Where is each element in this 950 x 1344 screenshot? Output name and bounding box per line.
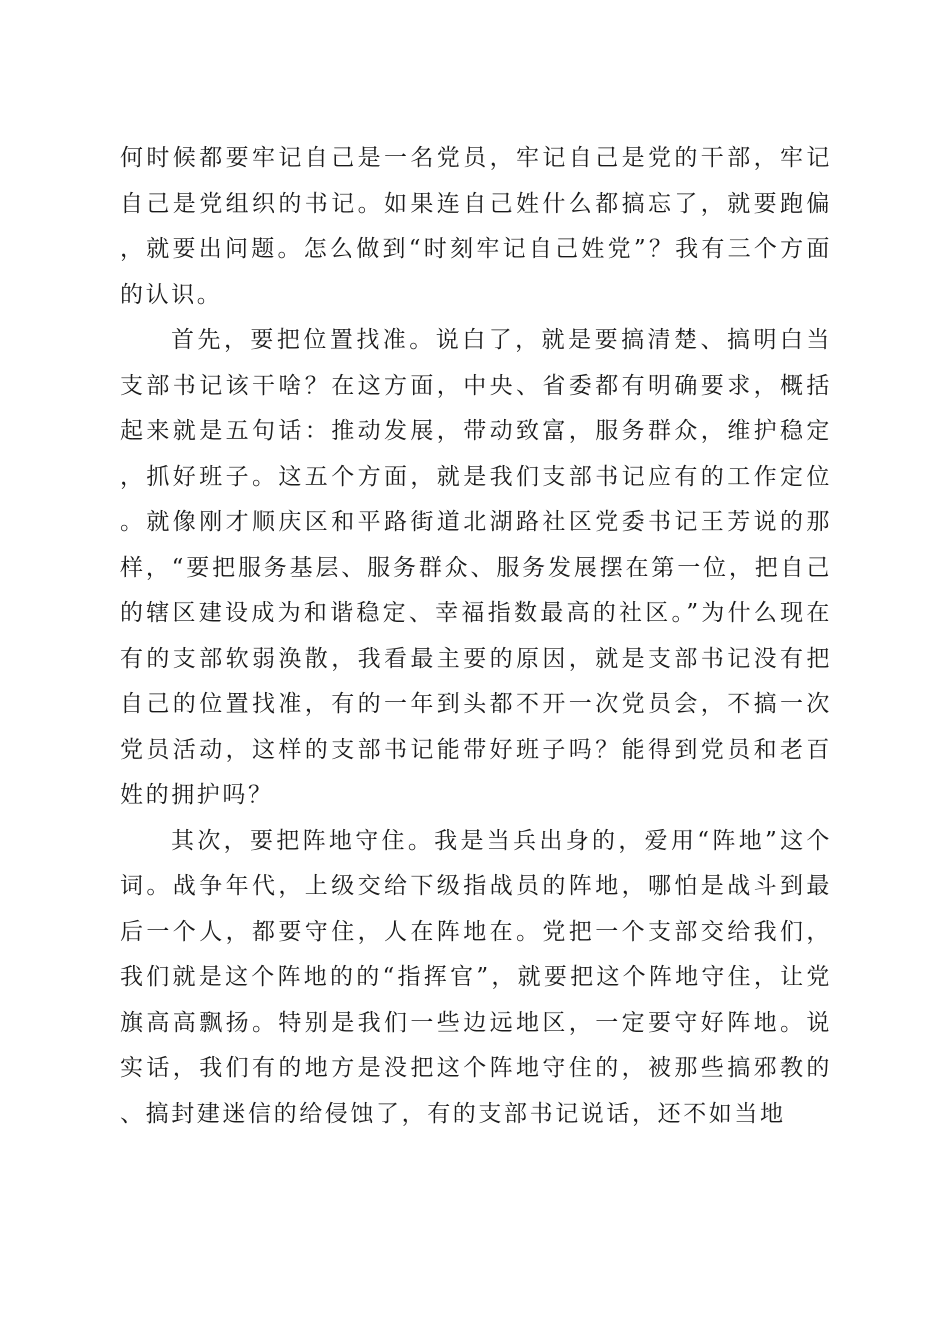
paragraph-3: 其次，要把阵地守住。我是当兵出身的，爱用“阵地”这个词。战争年代，上级交给下级指战员的阵地，哪怕是战斗到最后一个人，都要守住，人在阵地在。党把一个支部交给我们，我们就是这个阵地的的“指挥官”，就要把这个阵地守住，让党旗高高飘扬。特别是我们一些边远地区，一定要守好阵地。说实话，我们有的地方是没把这个阵地守住的，被那些搞邪教的、搞封建迷信的给侵蚀了，有的支部书记说话，还不如当地 bbox=[120, 827, 832, 1127]
paragraph-1: 何时候都要牢记自己是一名党员，牢记自己是党的干部，牢记自己是党组织的书记。如果连自己姓什么都搞忘了，就要跑偏，就要出问题。怎么做到“时刻牢记自己姓党”？我有三个方面的认识。 bbox=[120, 145, 832, 308]
paragraph-2: 首先，要把位置找准。说白了，就是要搞清楚、搞明白当支部书记该干啥？在这方面，中央、省委都有明确要求，概括起来就是五句话：推动发展，带动致富，服务群众，维护稳定，抓好班子。这五个方面，就是我们支部书记应有的工作定位。就像刚才顺庆区和平路街道北湖路社区党委书记王芳说的那样，“要把服务基层、服务群众、服务发展摆在第一位，把自己的辖区建设成为和谐稳定、幸福指数最高的社区。”为什么现在有的支部软弱涣散，我看最主要的原因，就是支部书记没有把自己的位置找准，有的一年到头都不开一次党员会，不搞一次党员活动，这样的支部书记能带好班子吗？能得到党员和老百姓的拥护吗？ bbox=[120, 327, 832, 808]
document-body bbox=[120, 136, 832, 1137]
